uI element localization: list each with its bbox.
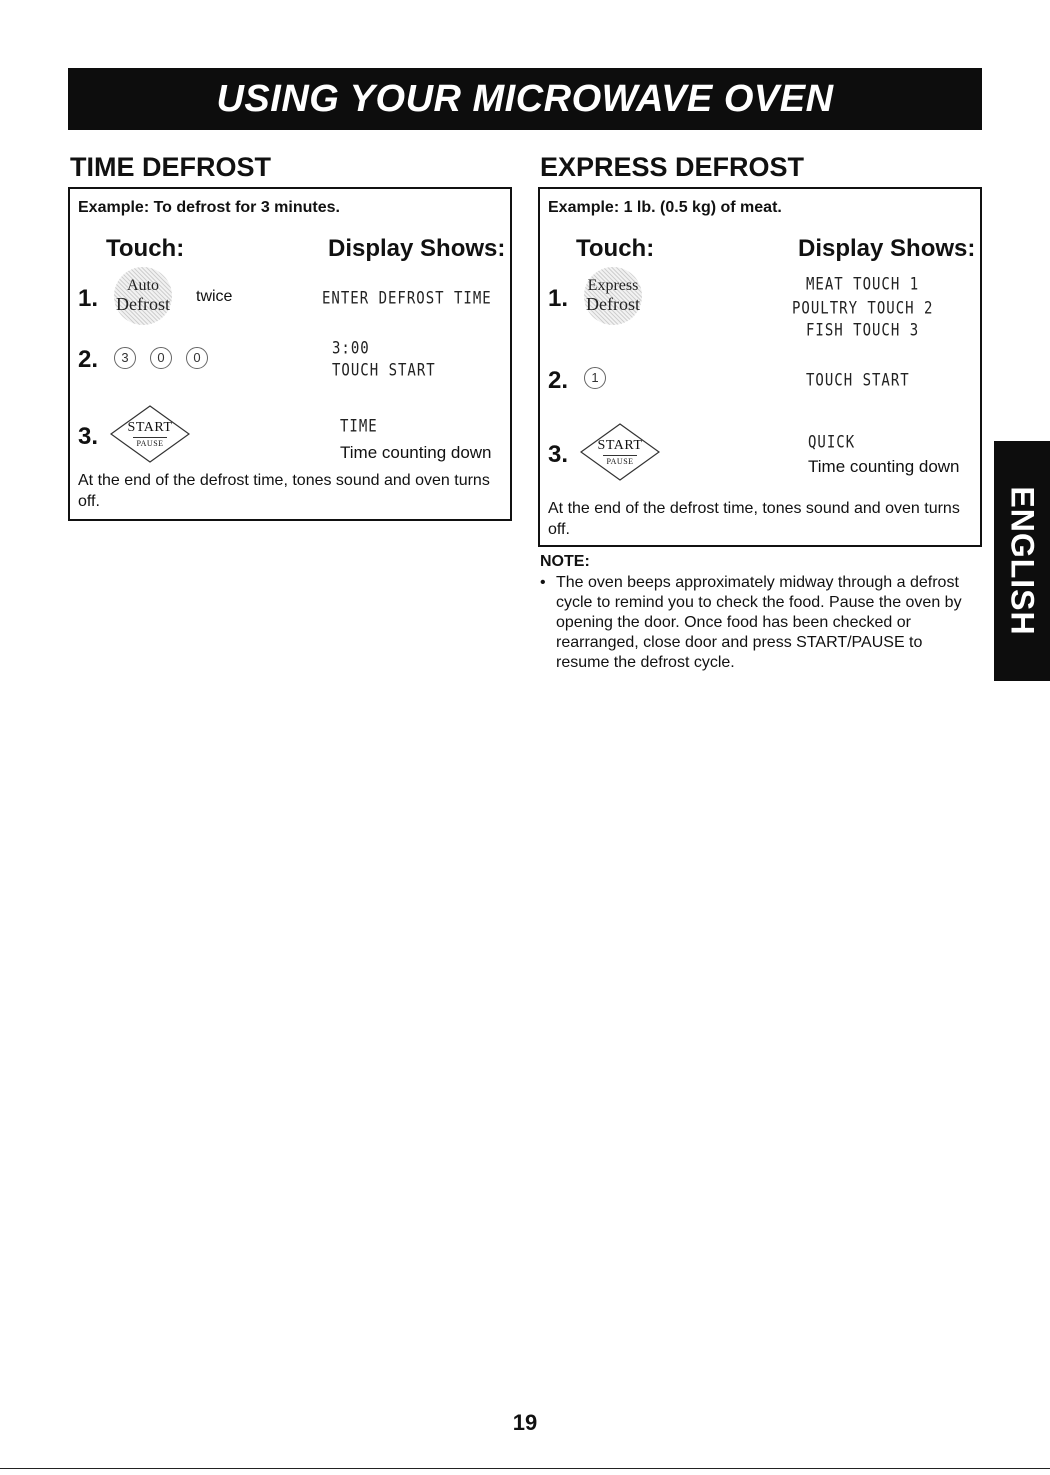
start-pause-button[interactable] — [580, 423, 660, 481]
page-number: 19 — [512, 1410, 538, 1435]
touch-header: Touch: — [106, 235, 185, 262]
start-pause-button[interactable] — [110, 405, 190, 463]
display-enter-defrost-time: ENTER DEFROST TIME — [322, 289, 492, 309]
auto-defrost-button[interactable] — [114, 267, 172, 325]
step-1-number: 1. — [548, 285, 569, 312]
start-label: START — [580, 438, 660, 454]
pause-label: PAUSE — [606, 457, 634, 466]
number-key-1[interactable]: 1 — [584, 367, 606, 389]
number-key-0[interactable]: 0 — [150, 347, 172, 369]
time-counting-down: Time counting down — [808, 457, 960, 476]
number-key-0[interactable]: 0 — [186, 347, 208, 369]
step-3-number: 3. — [78, 423, 99, 450]
display-meat-touch-1: MEAT TOUCH 1 — [806, 275, 920, 295]
number-key-3[interactable]: 3 — [114, 347, 136, 369]
display-time-value: 3:00 — [332, 339, 370, 359]
display-header: Display Shows: — [798, 235, 976, 262]
time-defrost-footer: At the end of the defrost time, tones sound and oven turns off. — [78, 472, 490, 510]
display-fish-touch-3: FISH TOUCH 3 — [806, 321, 920, 341]
auto-defrost-label-2: Defrost — [116, 293, 170, 314]
time-defrost-title: TIME DEFROST — [70, 152, 271, 182]
time-counting-down: Time counting down — [340, 443, 492, 462]
express-defrost-footer: At the end of the defrost time, tones sound and oven turns off. — [548, 500, 960, 538]
express-defrost-button[interactable] — [584, 267, 642, 325]
display-header: Display Shows: — [328, 235, 506, 262]
express-defrost-label-2: Defrost — [586, 293, 640, 314]
express-defrost-example: Example: 1 lb. (0.5 kg) of meat. — [548, 199, 782, 216]
display-time: TIME — [340, 417, 378, 437]
page-banner: USING YOUR MICROWAVE OVEN — [68, 68, 982, 130]
pause-label: PAUSE — [136, 439, 164, 448]
note-body — [540, 573, 980, 673]
display-quick: QUICK — [808, 433, 856, 453]
note-heading: NOTE: — [540, 553, 590, 570]
time-defrost-example: Example: To defrost for 3 minutes. — [78, 199, 340, 216]
express-defrost-box — [538, 187, 982, 547]
touch-header: Touch: — [576, 235, 655, 262]
display-touch-start: TOUCH START — [332, 361, 436, 381]
step-1-number: 1. — [78, 285, 99, 312]
display-poultry-touch-2: POULTRY TOUCH 2 — [792, 299, 934, 319]
time-defrost-box — [68, 187, 512, 521]
step-3-number: 3. — [548, 441, 569, 468]
note-bullet: • — [540, 574, 546, 591]
step-2-number: 2. — [78, 346, 99, 373]
auto-defrost-label-1: Auto — [127, 277, 159, 295]
language-tab — [994, 441, 1050, 681]
step-2-number: 2. — [548, 367, 569, 394]
bottom-rule — [0, 1468, 1050, 1469]
display-touch-start: TOUCH START — [806, 371, 910, 391]
note-text: The oven beeps approximately midway through a defrost cycle to remind you to check the food. Pause the oven by opening the door. Once food has been checked or rearranged, close door and press START/PAUSE to resume the defrost cycle. — [556, 574, 962, 671]
twice-note: twice — [196, 288, 233, 305]
express-defrost-title: EXPRESS DEFROST — [540, 152, 805, 182]
start-label: START — [110, 420, 190, 436]
express-defrost-label-1: Express — [587, 277, 639, 295]
language-tab-label: ENGLISH — [1004, 486, 1041, 636]
